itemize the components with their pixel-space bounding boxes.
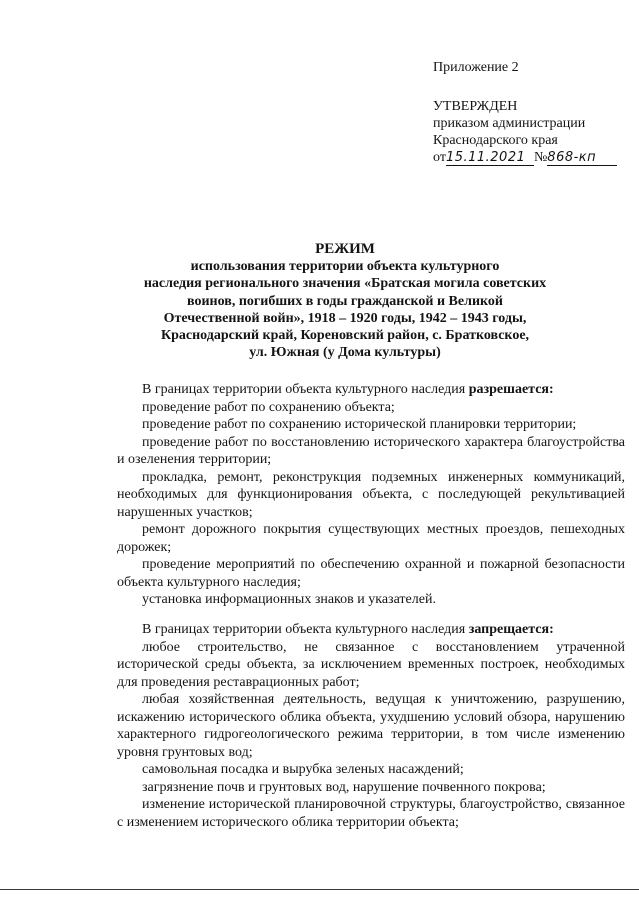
permitted-keyword: разрешается: [468,382,554,397]
approval-block [433,98,617,166]
prohibited-item: самовольная посадка и вырубка зеленых насаждений; [142,762,464,777]
document-title: РЕЖИМ [315,241,375,257]
permitted-item: ремонт дорожного покрытия существующих местных проездов, пешеходных дорожек; [117,522,625,555]
prohibited-item: любая хозяйственная деятельность, ведущая к уничтожению, разрушению, искажению исторического облика объекта, ухудшению условий обзора, нарушению характерного гидрогеологического режима территории, в том числе изменению уровня грунтовых вод; [117,692,625,760]
order-date-handwritten: 15.11.2021 [445,150,526,165]
subtitle-line: наследия регионального значения «Братская могила советских [143,276,547,292]
approved-heading: УТВЕРЖДЕН [433,99,518,114]
permitted-lead [117,381,625,399]
permitted-item: проведение работ по восстановлению исторического характера благоустройства и озеленения территории; [117,434,625,467]
order-line-1: приказом администрации [433,116,586,131]
subtitle-line: воинов, погибших в годы гражданской и Великой [187,293,503,309]
permitted-item: прокладка, ремонт, реконструкция подземных инженерных коммуникаций, необходимых для функционирования объекта, с последующей рекультивацией нарушенных участков; [117,469,625,520]
number-sign: № [533,150,548,165]
prohibited-item: любое строительство, не связанное с восстановлением утраченной исторической среды объекта, за исключением временных построек, необходимых для проведения реставрационных работ; [117,639,625,690]
prohibited-item: загрязнение почв и грунтовых вод, нарушение почвенного покрова; [142,779,546,795]
subtitle-line: ул. Южная (у Дома культуры) [249,345,441,361]
prohibited-lead [117,621,625,639]
date-prefix: от [433,150,446,165]
order-date-field [446,150,534,166]
document-subtitle [110,258,580,362]
order-line-2: Краснодарского края [433,133,558,148]
order-number-handwritten: 868-кп [547,150,597,165]
permitted-item: установка информационных знаков и указателей. [142,592,436,607]
permitted-item: проведение работ по сохранению объекта; [142,399,395,415]
order-date-line [433,149,617,166]
permitted-lead-text: В границах территории объекта культурного наследия [142,382,466,397]
appendix-label: Приложение 2 [433,60,519,75]
subtitle-line: использования территории объекта культурного [190,259,500,274]
subtitle-line: Отечественной войн», 1918 – 1920 годы, 1942 – 1943 годы, [163,310,527,326]
permitted-section [117,381,625,609]
order-number-field [547,150,617,166]
prohibited-section [117,621,625,831]
document-title-block [110,240,580,362]
prohibited-keyword: запрещается: [468,622,554,637]
permitted-item: проведение работ по сохранению исторической планировки территории; [142,417,577,432]
prohibited-item: изменение исторической планировочной структуры, благоустройство, связанное с изменением исторического облика территории объекта; [117,797,625,830]
bottom-divider [0,889,639,890]
subtitle-line: Краснодарский край, Кореновский район, с. Братковское, [160,328,530,344]
permitted-item: проведение мероприятий по обеспечению охранной и пожарной безопасности объекта культурного наследия; [117,557,625,590]
prohibited-lead-text: В границах территории объекта культурного наследия [142,622,466,637]
